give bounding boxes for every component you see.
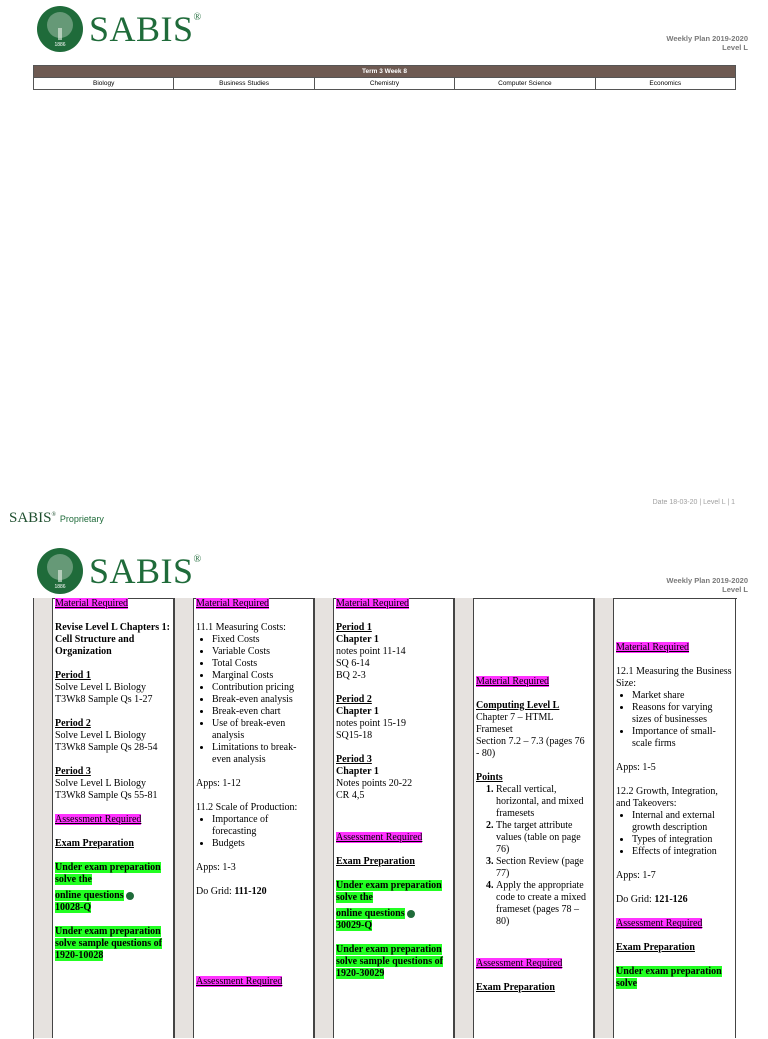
plan-level: Level L bbox=[722, 43, 748, 52]
grid-strip bbox=[594, 598, 614, 1038]
assessment-required: Assessment Required bbox=[336, 832, 423, 843]
subject-computer: Computer Science bbox=[455, 78, 595, 90]
economics-column: Material Required 12.1 Measuring the Business Size: • Market share • Reasons for varying sizes of businesses • Importance of small-scale firms Apps: 1-5 12.2 Growth, Integration, and Takeovers: • Internal and external growth description • Types of integration • Effects of integration Apps: 1-7 Do Grid: 121-126 Assessment Required Exam Preparation Under exam preparation solve bbox=[613, 598, 736, 1038]
globe-icon bbox=[407, 910, 415, 918]
chemistry-column: Material Required Period 1 Chapter 1 notes point 11-14 SQ 6-14 BQ 2-3 Period 2 Chapter 1 notes point 15-19 SQ15-18 Period 3 Chapter 1 Notes points 20-22 CR 4,5 Assessment Required Exam Preparation Under exam preparation solve the online questions 30029-Q Under exam preparation solve sample questions of 1920-30029 bbox=[333, 598, 454, 1038]
material-required: Material Required bbox=[55, 598, 129, 609]
sabis-logo-second bbox=[37, 548, 202, 594]
grid-strip bbox=[314, 598, 334, 1038]
brand-wordmark: SABIS® bbox=[89, 551, 202, 591]
seal-year: 1886 bbox=[54, 42, 66, 48]
revise-chapters: Revise Level L Chapters 1: Cell Structure and Organization bbox=[55, 622, 170, 657]
growth-integration-list: • Internal and external growth description • Types of integration • Effects of integration bbox=[616, 810, 732, 858]
subject-biology: Biology bbox=[34, 78, 174, 90]
brand-wordmark: SABIS® bbox=[89, 9, 202, 49]
grid-strip bbox=[454, 598, 474, 1038]
assessment-required: Assessment Required bbox=[476, 958, 563, 969]
proprietary-mark: SABIS® Proprietary bbox=[9, 510, 104, 526]
computing-points-list: 1. Recall vertical, horizontal, and mixed framesets 2. The target attribute values (table on page 76) 3. Section Review (page 77) 4. Apply the appropriate code to create a mixed frameset (pages 78 – 80) bbox=[476, 784, 590, 928]
material-required: Material Required bbox=[616, 642, 690, 653]
business-column: Material Required 11.1 Measuring Costs: • Fixed Costs • Variable Costs • Total Costs • Marginal Costs • Contribution pricing • Break-even analysis • Break-even chart • Use of break-even analysis • Limitations to break-even analysis Apps: 1-12 11.2 Scale of Production: • Importance of forecasting • Budgets Apps: 1-3 Do Grid: 111-120 Assessment Required bbox=[193, 598, 314, 1038]
scale-production-list: • Importance of forecasting • Budgets bbox=[196, 814, 310, 850]
plan-header-second: Weekly Plan 2019-2020 Level L bbox=[666, 576, 748, 594]
assessment-required: Assessment Required bbox=[616, 918, 703, 929]
biology-column: Material Required Revise Level L Chapters 1: Cell Structure and Organization Period 1 Solve Level L Biology T3Wk8 Sample Qs 1-27 Period 2 Solve Level L Biology T3Wk8 Sample Qs 28-54 Period 3 Solve Level L Biology T3Wk8 Sample Qs 55-81 Assessment Required Exam Preparation Under exam preparation solve the online questions 10028-Q Under exam preparation solve sample questions of 1920-10028 bbox=[52, 598, 174, 1038]
sabis-logo-top bbox=[37, 6, 202, 52]
assessment-required: Assessment Required bbox=[55, 814, 142, 825]
grid-strip bbox=[33, 598, 53, 1038]
subject-economics: Economics bbox=[595, 78, 735, 90]
exam-preparation: Exam Preparation bbox=[476, 982, 555, 993]
seal-year: 1886 bbox=[54, 584, 66, 590]
exam-preparation: Exam Preparation bbox=[616, 942, 695, 953]
material-required: Material Required bbox=[196, 598, 270, 609]
plan-title: Weekly Plan 2019-2020 bbox=[666, 34, 748, 43]
assessment-required: Assessment Required bbox=[196, 976, 283, 987]
subject-chemistry: Chemistry bbox=[314, 78, 454, 90]
material-required: Material Required bbox=[476, 676, 550, 687]
tree-seal-icon bbox=[37, 6, 83, 52]
term-table bbox=[33, 65, 736, 90]
computer-column: Material Required Computing Level L Chapter 7 – HTML Frameset Section 7.2 – 7.3 (pages 76 - 80) Points 1. Recall vertical, horizontal, and mixed framesets 2. The target attribute values (table on page 76) 3. Section Review (page 77) 4. Apply the appropriate code to create a mixed frameset (pages 78 – 80) Assessment Required Exam Preparation bbox=[473, 598, 594, 1038]
exam-preparation: Exam Preparation bbox=[55, 838, 134, 849]
subject-business: Business Studies bbox=[174, 78, 314, 90]
globe-icon bbox=[126, 892, 134, 900]
measuring-costs-list: • Fixed Costs • Variable Costs • Total Costs • Marginal Costs • Contribution pricing • Break-even analysis • Break-even chart • Use of break-even analysis • Limitations to break-even analysis bbox=[196, 634, 310, 766]
footer-date: Date 18-03-20 | Level L | 1 bbox=[652, 499, 735, 506]
plan-header-top bbox=[666, 34, 748, 52]
tree-seal-icon bbox=[37, 548, 83, 594]
grid-strip bbox=[174, 598, 194, 1038]
business-size-list: • Market share • Reasons for varying sizes of businesses • Importance of small-scale firms bbox=[616, 690, 732, 750]
term-week: Term 3 Week 8 bbox=[34, 66, 736, 78]
material-required: Material Required bbox=[336, 598, 410, 609]
exam-preparation: Exam Preparation bbox=[336, 856, 415, 867]
